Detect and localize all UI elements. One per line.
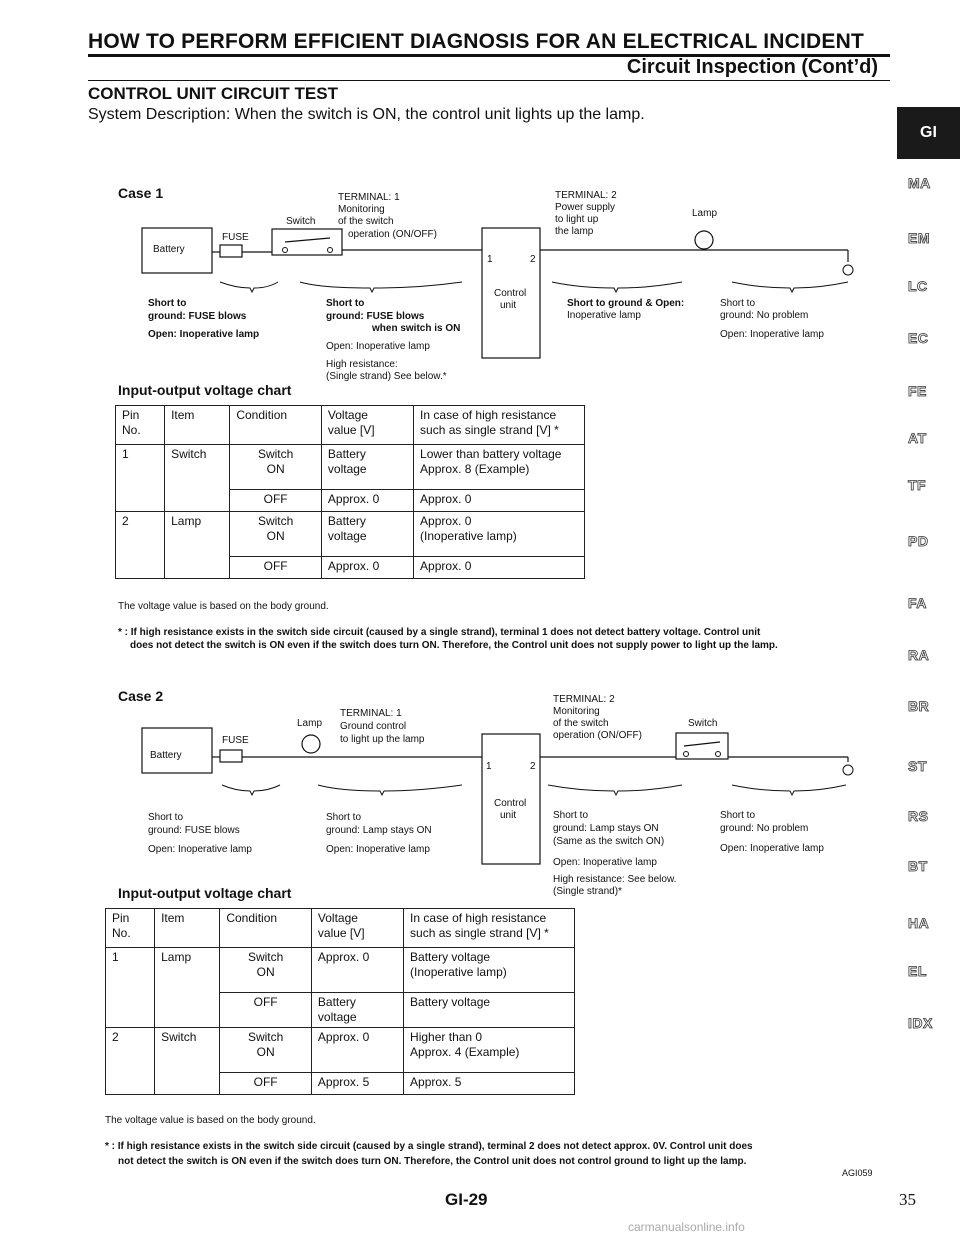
table-cell: Approx. 0 xyxy=(311,1028,403,1073)
terminal2-label: TERMINAL: 2 xyxy=(553,694,615,705)
switch-symbol xyxy=(684,742,720,746)
section-title: CONTROL UNIT CIRCUIT TEST xyxy=(88,84,338,103)
terminal1-desc: to light up the lamp xyxy=(340,734,425,745)
fuse-label: FUSE xyxy=(222,232,249,243)
sidebar-item-lc[interactable]: LC xyxy=(908,278,928,294)
table-header-cell: In case of high resistance such as single strand [V] * xyxy=(414,406,585,445)
table-cell: Approx. 0 xyxy=(414,490,585,512)
table-cell: OFF xyxy=(220,1073,312,1095)
table-cell: Approx. 5 xyxy=(311,1073,403,1095)
control-unit-label: unit xyxy=(500,810,517,821)
table-cell: Switch xyxy=(155,1028,220,1095)
failure-mode-text: when switch is ON xyxy=(372,323,461,334)
control-unit-label: Control xyxy=(494,288,527,299)
failure-mode-text: Open: Inoperative lamp xyxy=(148,329,260,340)
table-cell: Lamp xyxy=(155,948,220,1028)
lamp-label: Lamp xyxy=(297,718,323,729)
table-header-cell: Condition xyxy=(220,909,312,948)
failure-mode-text: High resistance: xyxy=(326,359,398,370)
case2-footnote: The voltage value is based on the body ground. xyxy=(105,1115,316,1126)
control-unit-label: Control xyxy=(494,798,527,809)
terminal1-desc: of the switch xyxy=(338,216,394,227)
table-cell: 1 xyxy=(116,445,165,512)
terminal2-label: TERMINAL: 2 xyxy=(555,190,617,201)
failure-mode-text: ground: Lamp stays ON xyxy=(553,823,659,834)
table-cell: Higher than 0 Approx. 4 (Example) xyxy=(404,1028,575,1073)
failure-mode-text: Open: Inoperative lamp xyxy=(553,857,657,868)
sidebar-item-rs[interactable]: RS xyxy=(908,808,929,824)
table-cell: Switch ON xyxy=(220,948,312,993)
failure-mode-text: Open: Inoperative lamp xyxy=(148,844,252,855)
sidebar-item-ha[interactable]: HA xyxy=(908,915,930,931)
table-cell: Lower than battery voltage Approx. 8 (Example) xyxy=(414,445,585,490)
sidebar-item-tf[interactable]: TF xyxy=(908,477,927,493)
failure-mode-text: Short to xyxy=(720,298,756,309)
pin1-label: 1 xyxy=(486,761,492,772)
table-row xyxy=(106,1028,575,1073)
switch-label: Switch xyxy=(286,216,316,227)
sidebar-item-idx[interactable]: IDX xyxy=(908,1015,933,1031)
page-number: 35 xyxy=(899,1190,916,1209)
table-cell: Approx. 0 xyxy=(414,557,585,579)
failure-mode-text: Short to xyxy=(720,810,756,821)
case1-title: Case 1 xyxy=(118,185,164,201)
table-cell: OFF xyxy=(230,490,322,512)
table-cell: Battery voltage xyxy=(321,512,413,557)
case1-footnote: The voltage value is based on the body ground. xyxy=(118,601,329,612)
pin2-label: 2 xyxy=(530,761,536,772)
table-header-cell: Pin No. xyxy=(116,406,165,445)
failure-mode-text: ground: FUSE blows xyxy=(148,311,247,322)
table-cell: Switch ON xyxy=(230,512,322,557)
sidebar-item-ec[interactable]: EC xyxy=(908,330,929,346)
table-cell: OFF xyxy=(220,993,312,1028)
failure-mode-text: Short to xyxy=(326,298,365,309)
sidebar-item-ra[interactable]: RA xyxy=(908,647,930,663)
failure-mode-text: ground: FUSE blows xyxy=(148,825,240,836)
table-cell: Switch ON xyxy=(220,1028,312,1073)
table-cell: 1 xyxy=(106,948,155,1028)
terminal1-label: TERMINAL: 1 xyxy=(340,708,402,719)
failure-mode-text: (Same as the switch ON) xyxy=(553,836,665,847)
case1-chart-title: Input-output voltage chart xyxy=(118,382,292,398)
battery-label: Battery xyxy=(150,750,182,761)
case2-voltage-table xyxy=(105,908,575,1095)
table-cell: Approx. 0 (Inoperative lamp) xyxy=(414,512,585,557)
sidebar-item-st[interactable]: ST xyxy=(908,758,927,774)
table-cell: 2 xyxy=(106,1028,155,1095)
case1-asterisk-note: * : If high resistance exists in the switch side circuit (caused by a single strand), terminal 1 does not detect battery voltage. Control unit xyxy=(118,627,761,638)
table-cell: Lamp xyxy=(165,512,230,579)
sidebar-item-at[interactable]: AT xyxy=(908,430,927,446)
sidebar-item-pd[interactable]: PD xyxy=(908,533,929,549)
failure-mode-text: High resistance: See below. xyxy=(553,874,677,885)
pin2-label: 2 xyxy=(530,254,536,265)
failure-mode-text: Open: Inoperative lamp xyxy=(326,844,430,855)
sidebar-item-em[interactable]: EM xyxy=(908,230,930,246)
terminal2-desc: of the switch xyxy=(553,718,609,729)
failure-mode-text: ground: Lamp stays ON xyxy=(326,825,432,836)
table-cell: Battery voltage xyxy=(404,993,575,1028)
case2-asterisk-note: not detect the switch is ON even if the switch does turn ON. Therefore, the Control unit does not control ground to light up the lamp. xyxy=(118,1156,747,1167)
table-cell: Battery voltage xyxy=(311,993,403,1028)
failure-mode-text: Short to xyxy=(553,810,589,821)
terminal1-desc: operation (ON/OFF) xyxy=(348,229,437,240)
sidebar-item-el[interactable]: EL xyxy=(908,963,927,979)
failure-mode-text: Open: Inoperative lamp xyxy=(326,341,430,352)
watermark: carmanualsonline.info xyxy=(628,1220,745,1234)
table-header-cell: Pin No. xyxy=(106,909,155,948)
control-unit-label: unit xyxy=(500,300,517,311)
table-row xyxy=(106,948,575,993)
ground-symbol xyxy=(843,765,853,775)
pin1-label: 1 xyxy=(487,254,493,265)
battery-label: Battery xyxy=(153,244,185,255)
failure-mode-text: ground: No problem xyxy=(720,310,809,321)
failure-mode-text: Open: Inoperative lamp xyxy=(720,843,824,854)
failure-mode-text: ground: FUSE blows xyxy=(326,311,425,322)
case2-asterisk-note: * : If high resistance exists in the switch side circuit (caused by a single strand), terminal 2 does not detect approx. 0V. Control unit does xyxy=(105,1141,753,1152)
table-header-cell: Item xyxy=(155,909,220,948)
table-cell: Switch ON xyxy=(230,445,322,490)
terminal2-desc: to light up xyxy=(555,214,599,225)
failure-mode-text: Short to xyxy=(148,298,187,309)
terminal2-desc: the lamp xyxy=(555,226,594,237)
table-cell: Approx. 5 xyxy=(404,1073,575,1095)
table-cell: OFF xyxy=(230,557,322,579)
terminal2-desc: Monitoring xyxy=(553,706,600,717)
terminal2-desc: operation (ON/OFF) xyxy=(553,730,642,741)
failure-mode-text: Open: Inoperative lamp xyxy=(720,329,824,340)
terminal1-label: TERMINAL: 1 xyxy=(338,192,400,203)
figure-code: AGI059 xyxy=(842,1168,873,1178)
system-description: System Description: When the switch is ON, the control unit lights up the lamp. xyxy=(88,106,645,123)
page-label: GI-29 xyxy=(445,1190,488,1209)
table-cell: Switch xyxy=(165,445,230,512)
sidebar-item-fe[interactable]: FE xyxy=(908,383,927,399)
table-header-row xyxy=(106,909,575,948)
failure-mode-text: (Single strand) See below.* xyxy=(326,371,447,382)
case2-title: Case 2 xyxy=(118,688,164,704)
failure-mode-text: Short to ground & Open: xyxy=(567,298,685,309)
table-header-cell: Voltage value [V] xyxy=(311,909,403,948)
table-header-cell: Voltage value [V] xyxy=(321,406,413,445)
table-cell: Approx. 0 xyxy=(321,557,413,579)
terminal1-desc: Ground control xyxy=(340,721,407,732)
terminal1-desc: Monitoring xyxy=(338,204,385,215)
case2-chart-title: Input-output voltage chart xyxy=(118,885,292,901)
table-header-cell: Condition xyxy=(230,406,322,445)
failure-mode-text: Short to xyxy=(326,812,362,823)
terminal2-desc: Power supply xyxy=(555,202,616,213)
sidebar-item-br[interactable]: BR xyxy=(908,698,930,714)
page-title: HOW TO PERFORM EFFICIENT DIAGNOSIS FOR AN ELECTRICAL INCIDENT xyxy=(88,30,864,53)
switch-label: Switch xyxy=(688,718,718,729)
table-cell: Approx. 0 xyxy=(311,948,403,993)
table-cell: Approx. 0 xyxy=(321,490,413,512)
failure-mode-text: (Single strand)* xyxy=(553,886,622,897)
sidebar-item-bt[interactable]: BT xyxy=(908,858,928,874)
failure-mode-text: Short to xyxy=(148,812,184,823)
lamp-label: Lamp xyxy=(692,208,718,219)
table-cell: Battery voltage (Inoperative lamp) xyxy=(404,948,575,993)
lamp-symbol xyxy=(302,735,320,753)
table-cell: 2 xyxy=(116,512,165,579)
table-header-cell: Item xyxy=(165,406,230,445)
failure-mode-text: Inoperative lamp xyxy=(567,310,641,321)
sidebar-tab-gi[interactable]: GI xyxy=(897,107,960,159)
sidebar-item-ma[interactable]: MA xyxy=(908,175,931,191)
table-header-cell: In case of high resistance such as single strand [V] * xyxy=(404,909,575,948)
page-subtitle: Circuit Inspection (Cont’d) xyxy=(626,56,878,78)
fuse-symbol xyxy=(220,750,242,762)
case1-asterisk-note: does not detect the switch is ON even if the switch does turn ON. Therefore, the Control unit does not supply power to light up the lamp. xyxy=(130,640,778,651)
fuse-label: FUSE xyxy=(222,735,249,746)
failure-mode-text: ground: No problem xyxy=(720,823,809,834)
sidebar-item-fa[interactable]: FA xyxy=(908,595,927,611)
table-cell: Battery voltage xyxy=(321,445,413,490)
